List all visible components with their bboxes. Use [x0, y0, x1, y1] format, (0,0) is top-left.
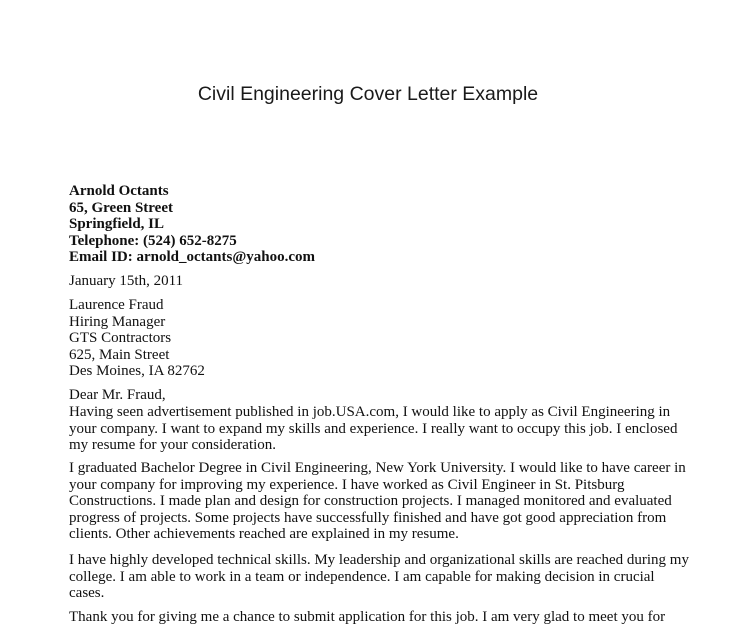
- document-title: Civil Engineering Cover Letter Example: [197, 83, 539, 105]
- body-paragraph: [69, 404, 678, 454]
- paragraph-line: college. I am able to work in a team or independence. I am capable for making decision in crucial: [69, 568, 655, 585]
- recipient-city: Des Moines, IA 82762: [69, 363, 205, 380]
- salutation: Dear Mr. Fraud,: [69, 387, 166, 403]
- paragraph-line: your company for improving my experience. I have worked as Civil Engineer in St. Pitsburg: [69, 476, 625, 493]
- sender-email: Email ID: arnold_octants@yahoo.com: [69, 249, 316, 266]
- sender-name: Arnold Octants: [69, 183, 169, 199]
- body-paragraph: [69, 552, 689, 602]
- paragraph-line: Constructions. I made plan and design for construction projects. I managed monitored and evaluated: [69, 493, 672, 510]
- sender-city: Springfield, IL: [69, 216, 165, 233]
- recipient-company: GTS Contractors: [69, 330, 172, 347]
- paragraph-line: I have highly developed technical skills. My leadership and organizational skills are reached during my: [69, 552, 689, 568]
- sender-telephone: Telephone: (524) 652-8275: [69, 232, 237, 249]
- paragraph-line: Thank you for giving me a chance to submit application for this job. I am very glad to meet you for: [69, 609, 666, 625]
- body-paragraph: [69, 609, 669, 626]
- recipient-name: Laurence Fraud: [69, 297, 164, 313]
- recipient-street: 625, Main Street: [69, 346, 170, 363]
- letter-date: January 15th, 2011: [69, 273, 184, 289]
- recipient-address-block: [69, 297, 669, 380]
- paragraph-line: your company. I want to expand my skills and experience. I really want to occupy this job. I enclosed: [69, 420, 678, 437]
- paragraph-line: progress of projects. Some projects have successfully finished and have got good appreciation from: [69, 509, 667, 526]
- paragraph-line: clients. Other achievements reached are explained in my resume.: [69, 526, 459, 543]
- paragraph-line: I graduated Bachelor Degree in Civil Engineering, New York University. I would like to have career in: [69, 460, 686, 476]
- body-paragraph: [69, 460, 686, 543]
- sender-street: 65, Green Street: [69, 199, 173, 216]
- paragraph-line: Having seen advertisement published in job.USA.com, I would like to apply as Civil Engineering in: [69, 404, 671, 420]
- paragraph-line: my resume for your consideration.: [69, 437, 277, 454]
- paragraph-line: cases.: [69, 585, 105, 602]
- recipient-title: Hiring Manager: [69, 313, 166, 330]
- sender-address-block: [69, 183, 669, 266]
